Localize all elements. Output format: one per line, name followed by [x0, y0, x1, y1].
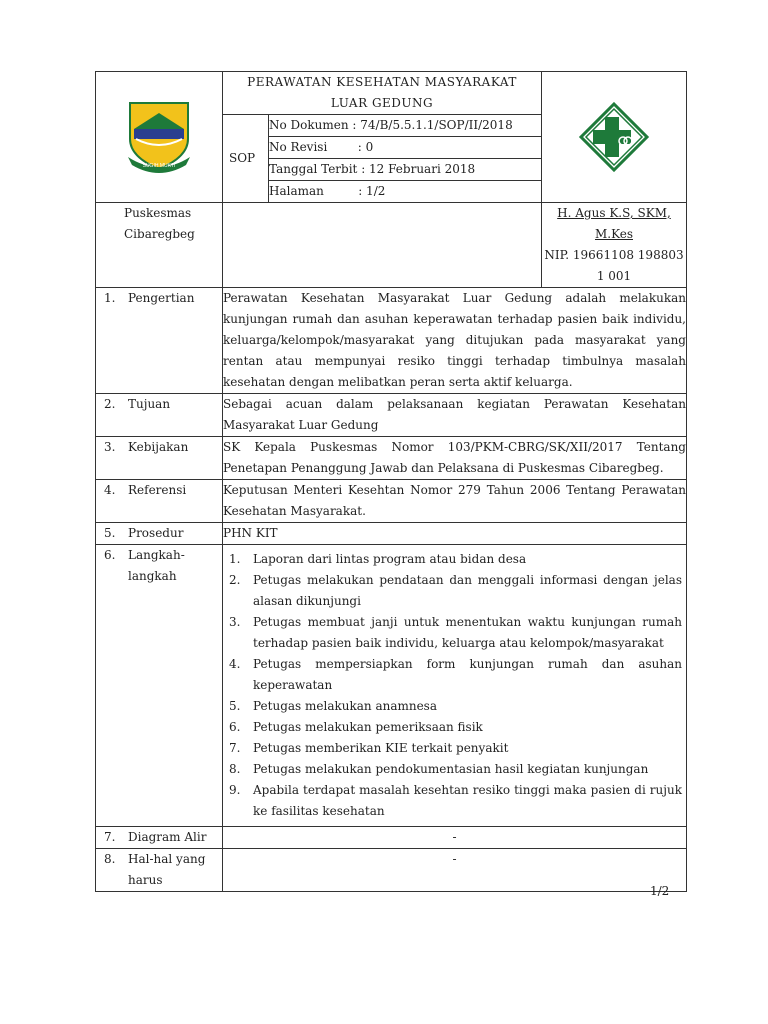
- page-number: 1/2: [650, 884, 670, 898]
- section-label-referensi: 4. Referensi: [96, 480, 223, 523]
- sop-label: SOP: [223, 115, 269, 203]
- regency-logo-cell: [96, 72, 223, 203]
- signer-name: H. Agus K.S, SKM, M.Kes: [557, 206, 671, 241]
- puskesmas-name: [96, 203, 223, 288]
- list-item: 5. Petugas melakukan anamnesa: [229, 699, 437, 713]
- no-dokumen: No Dokumen : 74/B/5.5.1.1/SOP/II/2018: [269, 115, 542, 137]
- puskesmas-line-1: Puskesmas: [124, 206, 192, 220]
- puskesmas-logo-icon: [578, 101, 650, 173]
- section-text-referensi: Keputusan Menteri Kesehtan Nomor 279 Tahun 2006 Tentang Perawatan Kesehatan Masyarakat.: [223, 480, 687, 523]
- logo-motto: SUGIH MUKTI: [142, 163, 176, 169]
- list-item: 9. Apabila terdapat masalah kesehtan resiko tinggi maka pasien di rujuk ke fasilitas kesehatan: [229, 783, 682, 818]
- steps-list: [223, 545, 686, 826]
- list-item: 8. Petugas melakukan pendokumentasian hasil kegiatan kunjungan: [229, 762, 649, 776]
- section-label-pengertian: 1. Pengertian: [96, 288, 223, 394]
- section-label-langkah: 6. Langkah-langkah: [96, 545, 223, 827]
- section-text-prosedur: PHN KIT: [223, 523, 687, 545]
- section-text-hal-hal: -: [223, 849, 687, 892]
- list-item: 2. Petugas melakukan pendataan dan menggali informasi dengan jelas alasan dikunjungi: [229, 573, 682, 608]
- section-label-tujuan: 2. Tujuan: [96, 394, 223, 437]
- list-item: 6. Petugas melakukan pemeriksaan fisik: [229, 720, 483, 734]
- list-item: 4. Petugas mempersiapkan form kunjungan rumah dan asuhan keperawatan: [229, 657, 682, 692]
- signature-block: [542, 203, 687, 288]
- signer-nip: NIP. 19661108 198803 1 001: [544, 248, 684, 283]
- title-line-2: LUAR GEDUNG: [330, 96, 434, 110]
- health-logo-cell: [542, 72, 687, 203]
- title-line-1: PERAWATAN KESEHATAN MASYARAKAT: [247, 75, 517, 89]
- sop-table: [95, 71, 687, 892]
- section-label-hal-hal: 8. Hal-hal yang harus: [96, 849, 223, 892]
- list-item: 7. Petugas memberikan KIE terkait penyakit: [229, 741, 509, 755]
- empty-cell: [223, 203, 542, 288]
- section-label-prosedur: 5. Prosedur: [96, 523, 223, 545]
- list-item: 3. Petugas membuat janji untuk menentukan waktu kunjungan rumah terhadap pasien baik individu, keluarga atau kelompok/masyarakat: [229, 615, 682, 650]
- section-text-kebijakan: SK Kepala Puskesmas Nomor 103/PKM-CBRG/SK/XII/2017 Tentang Penetapan Penanggung Jawab dan Pelaksana di Puskesmas Cibaregbeg.: [223, 437, 687, 480]
- section-label-diagram: 7. Diagram Alir: [96, 827, 223, 849]
- steps-cell: [223, 545, 687, 827]
- puskesmas-line-2: Cibaregbeg: [124, 227, 195, 241]
- section-label-kebijakan: 3. Kebijakan: [96, 437, 223, 480]
- halaman: Halaman : 1/2: [269, 181, 542, 203]
- section-text-tujuan: Sebagai acuan dalam pelaksanaan kegiatan Perawatan Kesehatan Masyarakat Luar Gedung: [223, 394, 687, 437]
- regency-emblem-icon: [124, 99, 194, 175]
- no-revisi: No Revisi : 0: [269, 137, 542, 159]
- document-title: [223, 72, 542, 115]
- list-item: 1. Laporan dari lintas program atau bidan desa: [229, 552, 527, 566]
- section-text-diagram: -: [223, 827, 687, 849]
- tanggal-terbit: Tanggal Terbit : 12 Februari 2018: [269, 159, 542, 181]
- section-text-pengertian: Perawatan Kesehatan Masyarakat Luar Gedung adalah melakukan kunjungan rumah dan asuhan keperawatan terhadap pasien baik individu, keluarga/kelompok/masyarakat yang ditujukan pada masyarakat yang rentan atau mempunyai resiko tinggi terhadap timbulnya masalah kesehatan dengan melibatkan peran serta aktif keluarga.: [223, 288, 687, 394]
